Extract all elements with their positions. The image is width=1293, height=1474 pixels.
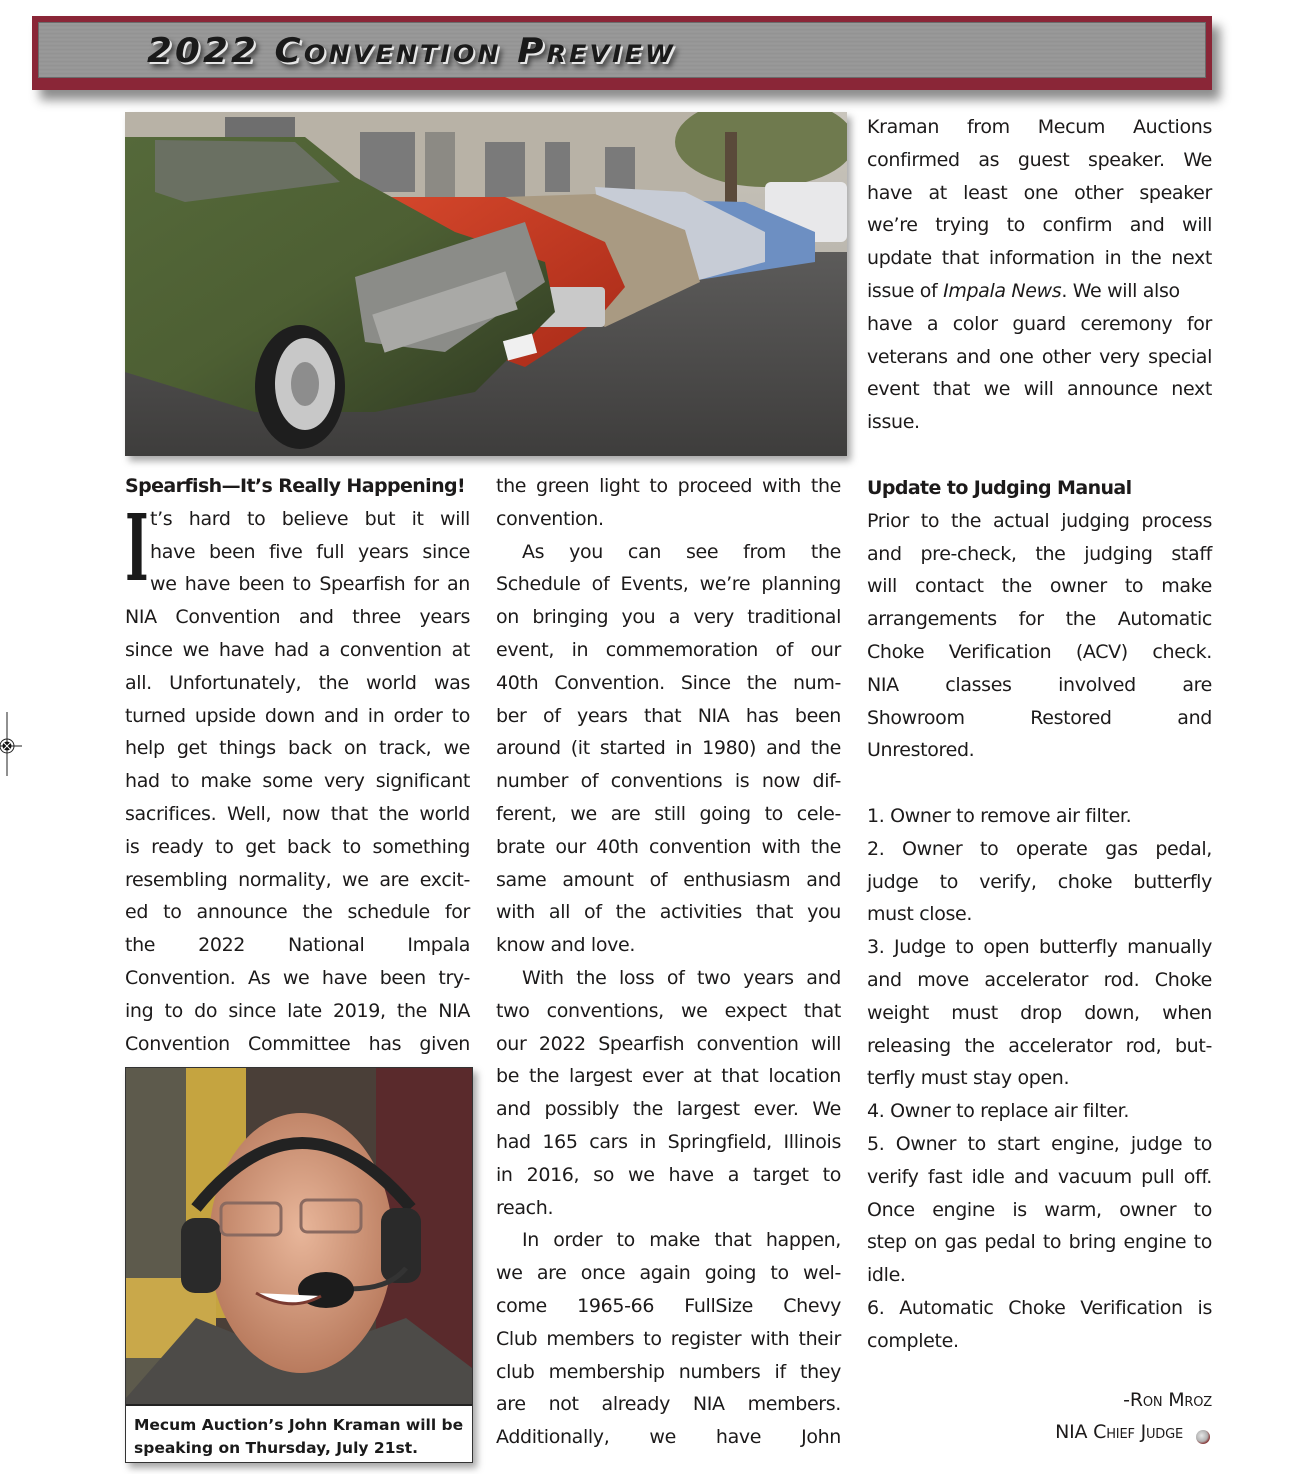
text-line: Showroom Restored and — [867, 706, 1212, 729]
judging-step: 1. Owner to remove air filter. — [867, 804, 1132, 827]
text-line: club membership numbers if they — [496, 1360, 841, 1383]
publication-name: Impala News — [943, 279, 1062, 302]
text-line: number of conventions is now dif- — [496, 770, 841, 793]
text-line: ed to announce the schedule for — [125, 901, 470, 924]
text-line: will contact the owner to make — [867, 575, 1212, 598]
text-line: all. Unfortunately, the world was — [125, 671, 470, 694]
judging-step: verify fast idle and vacuum pull off. — [867, 1165, 1212, 1188]
article-column-3 — [867, 111, 1212, 439]
judging-step: judge to verify, choke butterfly — [867, 870, 1212, 893]
text-line: event, in commemoration of our — [496, 638, 841, 661]
text-line: NIA classes involved are — [867, 673, 1212, 696]
judging-heading: Update to Judging Manual — [867, 477, 1132, 499]
judging-step: complete. — [867, 1329, 959, 1352]
text-line: brate our 40th convention with the — [496, 835, 841, 858]
text-line: with all of the activities that you — [496, 901, 841, 924]
article-column-1 — [125, 470, 470, 1060]
text-fragment: issue of — [867, 279, 944, 302]
judging-step: 4. Owner to replace air filter. — [867, 1100, 1130, 1123]
text-line: have been five full years since — [150, 540, 470, 563]
text-line: Schedule of Events, we’re planning — [496, 573, 841, 596]
judging-step: Once engine is warm, owner to — [867, 1198, 1212, 1221]
text-line: ing to do since late 2019, the NIA — [125, 999, 470, 1022]
article-column-2 — [496, 470, 841, 1454]
text-line: turned upside down and in order to — [125, 704, 470, 727]
text-line: ferent, we are still going to cele- — [496, 802, 841, 825]
text-line: be the largest ever at that location — [496, 1065, 841, 1088]
text-line: have a color guard ceremony for — [867, 312, 1212, 335]
text-line: are not already NIA members. — [496, 1393, 841, 1416]
text-line: we’re trying to confirm and will — [867, 214, 1212, 237]
text-line: we have been to Spearfish for an — [150, 573, 470, 596]
judging-step: idle. — [867, 1264, 906, 1287]
text-line: Club members to register with their — [496, 1327, 841, 1350]
text-line: event that we will announce next — [867, 378, 1212, 401]
text-line: update that information in the next — [867, 247, 1212, 270]
dropcap-block — [125, 493, 470, 602]
text-line: same amount of enthusiasm and — [496, 868, 841, 891]
text-line: in 2016, so we have a target to — [496, 1163, 841, 1186]
author-name: -Ron Mroz — [1123, 1389, 1212, 1411]
judging-step: releasing the accelerator rod, but- — [867, 1034, 1212, 1057]
end-mark-seal-icon — [1196, 1430, 1210, 1444]
judging-step: 6. Automatic Choke Verification is — [867, 1296, 1212, 1319]
caption-line: speaking on Thursday, July 21st. — [134, 1439, 419, 1457]
judging-step: 5. Owner to start engine, judge to — [867, 1132, 1212, 1155]
caption-line: Mecum Auction’s John Kraman will be — [134, 1416, 464, 1434]
text-line: come 1965-66 FullSize Chevy — [496, 1294, 841, 1317]
text-line: around (it started in 1980) and the — [496, 737, 841, 760]
text-line: on bringing you a very traditional — [496, 606, 841, 629]
classic-cars-image — [125, 112, 847, 456]
article-heading: Spearfish—It’s Really Happening! — [125, 475, 466, 497]
text-line: Convention. As we have been try- — [125, 966, 470, 989]
text-line: Choke Verification (ACV) check. — [867, 640, 1212, 663]
text-line: veterans and one other very special — [867, 345, 1212, 368]
text-line: issue. — [867, 411, 920, 434]
text-line: In order to make that happen, — [522, 1229, 841, 1252]
text-line: the 2022 National Impala — [125, 934, 470, 957]
text-line: our 2022 Spearfish convention will — [496, 1032, 841, 1055]
text-line: Unrestored. — [867, 739, 975, 762]
text-line: is ready to get back to something — [125, 835, 470, 858]
dropcap-letter: I — [125, 493, 149, 602]
text-line: arrangements for the Automatic — [867, 608, 1212, 631]
judging-step: 2. Owner to operate gas pedal, — [867, 837, 1212, 860]
text-fragment: . We will also — [1061, 279, 1180, 302]
text-line: know and love. — [496, 934, 636, 957]
text-line: two conventions, we expect that — [496, 999, 841, 1022]
judging-section — [867, 472, 1212, 1358]
registration-mark-icon — [0, 712, 22, 776]
banner-panel — [38, 22, 1206, 78]
text-line: help get things back on track, we — [125, 737, 470, 760]
text-line: Additionally, we have John — [496, 1426, 841, 1449]
text-line: sacrifices. Well, now that the world — [125, 802, 470, 825]
text-line: confirmed as guest speaker. We — [867, 148, 1212, 171]
page-title: 2022 Convention Preview — [147, 31, 676, 71]
text-line: Kraman from Mecum Auctions — [867, 116, 1212, 138]
text-line: ber of years that NIA has been — [496, 704, 841, 727]
text-line: convention. — [496, 507, 604, 530]
speaker-photo-caption — [126, 1404, 472, 1462]
text-line: reach. — [496, 1196, 554, 1219]
paragraph-gap — [867, 767, 1212, 800]
section-banner — [32, 16, 1212, 90]
text-line: NIA Convention and three years — [125, 606, 470, 629]
text-line: and pre-check, the judging staff — [867, 542, 1212, 565]
speaker-photo — [125, 1067, 473, 1463]
text-line: since we have had a convention at — [125, 638, 470, 661]
text-line: t’s hard to believe but it will — [150, 507, 470, 530]
judging-step: and move accelerator rod. Choke — [867, 968, 1212, 991]
text-line — [867, 275, 1212, 308]
author-title: NIA Chief Judge — [1055, 1421, 1183, 1443]
john-kraman-image — [126, 1068, 472, 1462]
judging-step: must close. — [867, 903, 973, 926]
text-line: and possibly the largest ever. We — [496, 1098, 841, 1121]
judging-step: 3. Judge to open butterfly manually — [867, 936, 1212, 959]
judging-step: terfly must stay open. — [867, 1067, 1070, 1090]
text-line: Prior to the actual judging process — [867, 509, 1212, 532]
judging-step: step on gas pedal to bring engine to — [867, 1231, 1212, 1254]
judging-step: weight must drop down, when — [867, 1001, 1212, 1024]
text-line: the green light to proceed with the — [496, 475, 841, 497]
text-line: As you can see from the — [522, 540, 841, 563]
cars-photo — [125, 112, 847, 456]
text-line: 40th Convention. Since the num- — [496, 671, 841, 694]
text-line: had 165 cars in Springfield, Illinois — [496, 1130, 841, 1153]
text-line: With the loss of two years and — [522, 966, 841, 989]
text-line: Convention Committee has given — [125, 1032, 470, 1055]
text-line: have at least one other speaker — [867, 181, 1212, 204]
text-line: we are once again going to wel- — [496, 1262, 841, 1285]
text-line: had to make some very significant — [125, 770, 470, 793]
text-line: resembling normality, we are excit- — [125, 868, 470, 891]
